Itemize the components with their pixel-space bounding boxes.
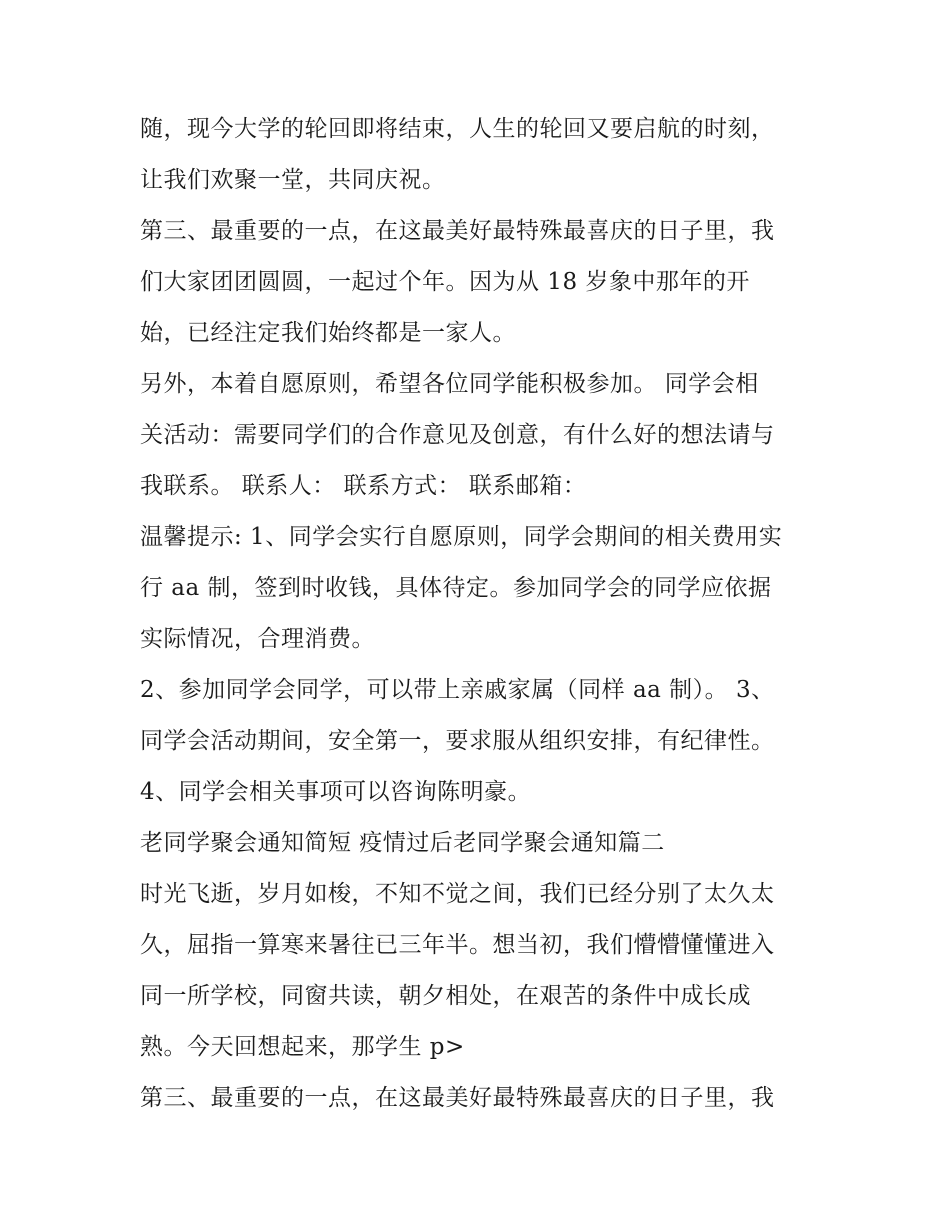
text-line: 同学会活动期间，安全第一，要求服从组织安排，有纪律性。 xyxy=(140,728,775,754)
text-line: 随，现今大学的轮回即将结束，人生的轮回又要启航的时刻， xyxy=(140,116,775,142)
text-line: 温馨提示: 1、同学会实行自愿原则，同学会期间的相关费用实 xyxy=(140,524,783,550)
text-line: 2、参加同学会同学，可以带上亲戚家属（同样 aa 制）。 3、 xyxy=(140,677,775,703)
text-line: 实际情况，合理消费。 xyxy=(140,626,375,652)
text-line: 久，屈指一算寒来暑往已三年半。想当初，我们懵懵懂懂进入 xyxy=(140,932,775,958)
text-line: 同一所学校，同窗共读，朝夕相处，在艰苦的条件中成长成 xyxy=(140,983,751,1009)
text-line: 第三、最重要的一点，在这最美好最特殊最喜庆的日子里，我 xyxy=(140,218,775,244)
text-line: 另外，本着自愿原则，希望各位同学能积极参加。 同学会相 xyxy=(140,371,759,397)
text-line: 们大家团团圆圆，一起过个年。因为从 18 岁象中那年的开 xyxy=(140,269,750,295)
text-line: 熟。今天回想起来，那学生 p> xyxy=(140,1034,465,1060)
text-line: 4、同学会相关事项可以咨询陈明豪。 xyxy=(140,779,532,805)
text-line: 行 aa 制，签到时收钱，具体待定。参加同学会的同学应依据 xyxy=(140,575,772,601)
text-line: 时光飞逝，岁月如梭，不知不觉之间，我们已经分别了太久太 xyxy=(140,881,775,907)
section-heading: 老同学聚会通知简短 疫情过后老同学聚会通知篇二 xyxy=(140,830,665,856)
document-body xyxy=(140,104,830,1124)
text-line: 始，已经注定我们始终都是一家人。 xyxy=(140,320,516,346)
text-line: 让我们欢聚一堂，共同庆祝。 xyxy=(140,167,446,193)
text-line: 第三、最重要的一点，在这最美好最特殊最喜庆的日子里，我 xyxy=(140,1085,775,1111)
text-line: 我联系。 联系人： 联系方式： 联系邮箱： xyxy=(140,473,587,499)
text-line: 关活动：需要同学们的合作意见及创意，有什么好的想法请与 xyxy=(140,422,775,448)
